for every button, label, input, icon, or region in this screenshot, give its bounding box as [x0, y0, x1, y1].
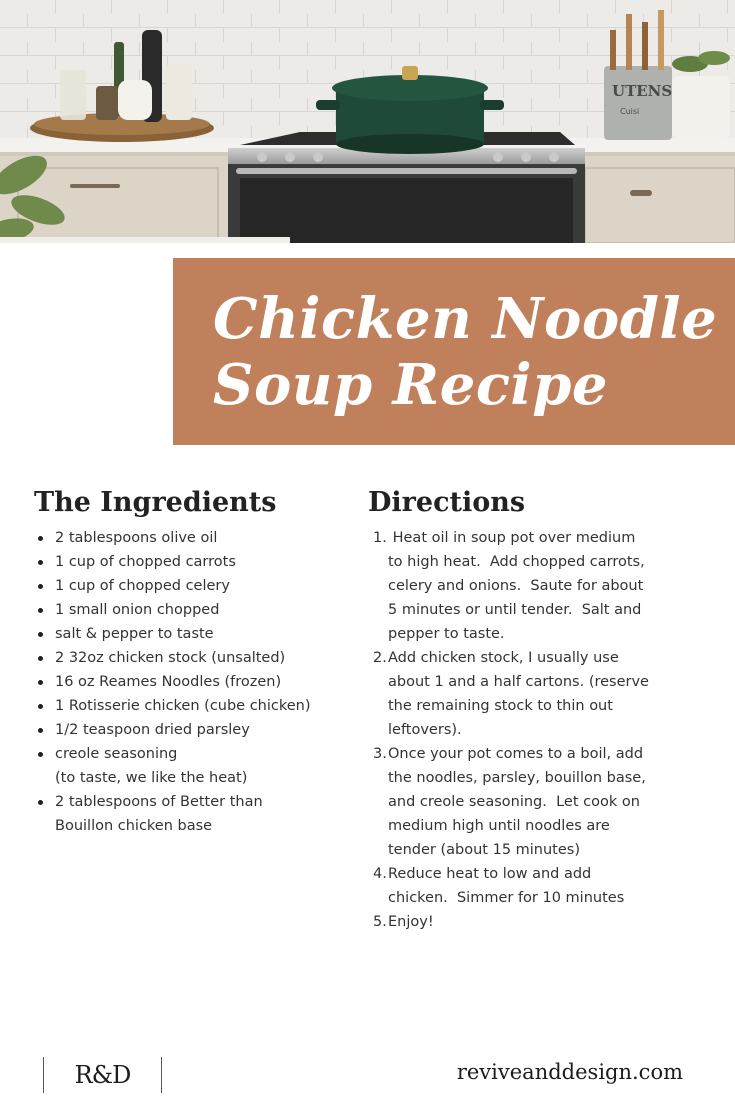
step-line: to high heat. Add chopped carrots, — [388, 554, 645, 570]
ingredient-item — [55, 694, 330, 718]
direction-step — [373, 910, 654, 934]
ingredient-item — [55, 550, 330, 574]
ingredient-line: 1 Rotisserie chicken (cube chicken) — [55, 698, 311, 714]
step-line: 5 minutes or until tender. Salt and — [388, 602, 642, 618]
title-line-2: Soup Recipe — [213, 352, 608, 418]
ingredient-line: 1/2 teaspoon dried parsley — [55, 722, 250, 738]
direction-step — [373, 646, 654, 742]
step-number: 2. — [373, 650, 387, 666]
step-number: 5. — [373, 914, 387, 930]
ingredients-heading: The Ingredients — [34, 487, 277, 518]
ingredient-line: 1 cup of chopped carrots — [55, 554, 236, 570]
ingredient-item — [55, 646, 330, 670]
hero-kitchen-photo — [0, 0, 735, 243]
ingredient-item — [55, 790, 330, 838]
title-line-1: Chicken Noodle — [213, 286, 718, 352]
step-line: and creole seasoning. Let cook on — [388, 794, 640, 810]
step-line: Reduce heat to low and add — [388, 866, 592, 882]
ingredient-item — [55, 526, 330, 550]
ingredient-item — [55, 742, 330, 790]
svg-text:Cuisi: Cuisi — [620, 107, 640, 116]
ingredient-item — [55, 574, 330, 598]
step-number: 3. — [373, 746, 387, 762]
brand-logo: R&D — [43, 1057, 162, 1093]
title-banner — [173, 258, 735, 445]
directions-list — [373, 526, 654, 934]
direction-step — [373, 862, 654, 910]
step-number: 4. — [373, 866, 387, 882]
ingredient-line: 1 cup of chopped celery — [55, 578, 230, 594]
step-line: chicken. Simmer for 10 minutes — [388, 890, 625, 906]
step-line: the noodles, parsley, bouillon base, — [388, 770, 646, 786]
ingredient-item — [55, 598, 330, 622]
ingredient-line: 2 32oz chicken stock (unsalted) — [55, 650, 286, 666]
ingredient-line: creole seasoning — [55, 746, 178, 762]
ingredient-item — [55, 622, 330, 646]
step-line: Heat oil in soup pot over medium — [388, 530, 636, 546]
photo-bottom-strip — [0, 237, 290, 243]
step-line: pepper to taste. — [388, 626, 505, 642]
step-number: 1. — [373, 530, 387, 546]
step-line: Add chicken stock, I usually use — [388, 650, 619, 666]
step-line: Once your pot comes to a boil, add — [388, 746, 644, 762]
recipe-title — [213, 286, 717, 418]
ingredient-line: 2 tablespoons of Better than — [55, 794, 263, 810]
website-link[interactable]: reviveanddesign.com — [456, 1060, 683, 1084]
svg-text:UTENS: UTENS — [612, 82, 673, 100]
ingredient-item — [55, 718, 330, 742]
ingredient-line: 1 small onion chopped — [55, 602, 220, 618]
ingredient-line: Bouillon chicken base — [55, 818, 213, 834]
step-line: medium high until noodles are — [388, 818, 610, 834]
step-line: tender (about 15 minutes) — [388, 842, 581, 858]
ingredient-line: 16 oz Reames Noodles (frozen) — [55, 674, 282, 690]
step-line: Enjoy! — [388, 914, 434, 930]
direction-step — [373, 742, 654, 862]
step-line: about 1 and a half cartons. (reserve — [388, 674, 649, 690]
step-line: the remaining stock to thin out — [388, 698, 613, 714]
step-line: celery and onions. Saute for about — [388, 578, 644, 594]
planter — [672, 51, 730, 138]
ingredient-line: 2 tablespoons olive oil — [55, 530, 218, 546]
ingredient-item — [55, 670, 330, 694]
directions-heading: Directions — [368, 487, 526, 518]
ingredient-line: salt & pepper to taste — [55, 626, 214, 642]
step-line: leftovers). — [388, 722, 462, 738]
direction-step — [373, 526, 654, 646]
ingredient-line: (to taste, we like the heat) — [55, 770, 248, 786]
ingredients-list — [55, 526, 330, 838]
